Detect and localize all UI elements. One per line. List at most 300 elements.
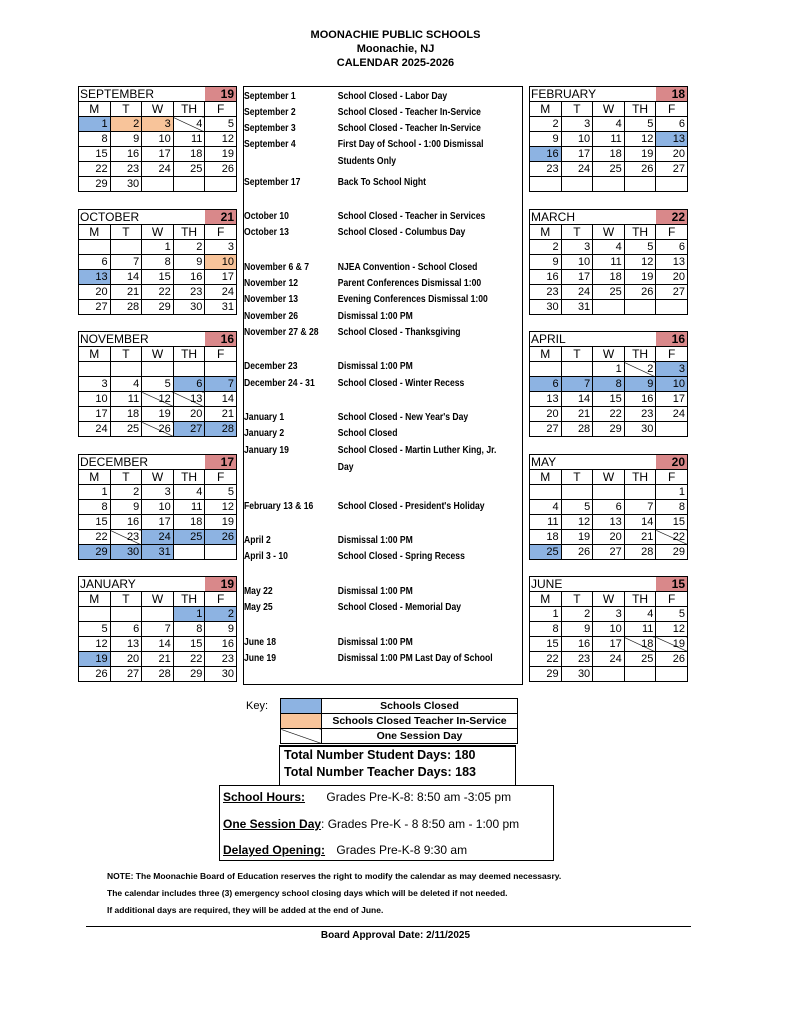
- day-cell: 24: [205, 285, 237, 300]
- day-cell: 5: [79, 622, 111, 637]
- weekday-header: TH: [624, 470, 656, 485]
- day-cell: 2: [530, 240, 562, 255]
- week-row: [530, 177, 688, 192]
- calendar-title: CALENDAR 2025-2026: [336, 57, 455, 69]
- calendar-february: [529, 86, 688, 192]
- legend-label-onesession: One Session Day: [322, 729, 518, 744]
- weekday-header: W: [593, 592, 625, 607]
- day-cell: 9: [530, 255, 562, 270]
- day-cell: 15: [530, 637, 562, 652]
- event-text: School Closed - Columbus Day: [337, 227, 466, 238]
- day-cell: 11: [593, 255, 625, 270]
- week-row: [79, 162, 237, 177]
- day-cell: 6: [656, 117, 688, 132]
- day-cell: 18: [530, 530, 562, 545]
- month-name: APRIL: [530, 332, 656, 347]
- day-cell: 6: [79, 255, 111, 270]
- day-cell: 16: [110, 515, 142, 530]
- total-student-days: Total Number Student Days: 180: [284, 748, 476, 762]
- day-cell: [205, 545, 237, 560]
- event-date: November 6 & 7: [244, 262, 310, 273]
- day-cell: 12: [142, 392, 174, 407]
- day-cell: 20: [656, 270, 688, 285]
- day-cell: 4: [593, 240, 625, 255]
- day-cell: 23: [110, 530, 142, 545]
- day-cell: [593, 300, 625, 315]
- day-cell: 23: [561, 652, 593, 667]
- weekday-header: T: [561, 592, 593, 607]
- calendar-may: [529, 454, 688, 560]
- day-cell: 16: [110, 147, 142, 162]
- day-cell: 20: [110, 652, 142, 667]
- day-cell: 29: [656, 545, 688, 560]
- day-cell: 10: [205, 255, 237, 270]
- month-school-days: 19: [205, 87, 237, 102]
- legend-swatch-closed: [281, 699, 322, 714]
- day-cell: [593, 485, 625, 500]
- week-row: [530, 377, 688, 392]
- day-cell: [656, 177, 688, 192]
- day-cell: 19: [656, 637, 688, 652]
- day-cell: [110, 240, 142, 255]
- day-cell: 27: [593, 545, 625, 560]
- day-cell: 29: [173, 667, 205, 682]
- day-cell: 7: [561, 377, 593, 392]
- day-cell: 10: [561, 132, 593, 147]
- events-panel: [243, 86, 523, 685]
- note-line-1: NOTE: The Moonachie Board of Education reserves the right to modify the calendar as may deemed necessasry.: [107, 871, 562, 881]
- day-cell: 12: [561, 515, 593, 530]
- event-text: Evening Conferences Dismissal 1:00: [337, 294, 488, 305]
- day-cell: [656, 667, 688, 682]
- day-cell: 12: [205, 500, 237, 515]
- day-cell: 7: [110, 255, 142, 270]
- day-cell: 3: [142, 117, 174, 132]
- day-cell: 3: [205, 240, 237, 255]
- day-cell: [173, 362, 205, 377]
- event-text: Dismissal 1:00 PM: [337, 637, 413, 648]
- day-cell: 4: [624, 607, 656, 622]
- day-cell: 29: [79, 545, 111, 560]
- weekday-header: T: [110, 347, 142, 362]
- weekday-header: F: [656, 592, 688, 607]
- day-cell: 9: [205, 622, 237, 637]
- event-text: Students Only: [337, 156, 397, 167]
- event-text: Day: [337, 462, 354, 473]
- week-row: [530, 147, 688, 162]
- totals-box: [279, 745, 516, 786]
- week-row: [530, 607, 688, 622]
- day-cell: 20: [656, 147, 688, 162]
- day-cell: 25: [593, 162, 625, 177]
- weekday-header: W: [142, 102, 174, 117]
- day-cell: 17: [561, 147, 593, 162]
- week-row: [79, 515, 237, 530]
- day-cell: 23: [173, 285, 205, 300]
- day-cell: 17: [142, 515, 174, 530]
- weekday-header: W: [142, 592, 174, 607]
- weekday-header: T: [110, 592, 142, 607]
- one-session-value: : Grades Pre-K - 8 8:50 am - 1:00 pm: [321, 817, 520, 831]
- legend-label-closed: Schools Closed: [322, 699, 518, 714]
- month-name: NOVEMBER: [79, 332, 205, 347]
- weekday-header: T: [110, 225, 142, 240]
- day-cell: [79, 240, 111, 255]
- legend-label-inservice: Schools Closed Teacher In-Service: [322, 714, 518, 729]
- event-date: November 26: [244, 311, 299, 322]
- day-cell: 13: [656, 132, 688, 147]
- day-cell: 14: [142, 637, 174, 652]
- event-text: School Closed - Winter Recess: [337, 378, 465, 389]
- weekday-header: M: [530, 470, 562, 485]
- day-cell: 1: [142, 240, 174, 255]
- school-location: Moonachie, NJ: [356, 43, 435, 55]
- event-text: School Closed - Spring Recess: [337, 551, 465, 562]
- weekday-header: TH: [173, 592, 205, 607]
- weekday-header: T: [110, 470, 142, 485]
- day-cell: 1: [593, 362, 625, 377]
- week-row: [79, 377, 237, 392]
- legend-swatch-inservice: [281, 714, 322, 729]
- event-date: February 13 & 16: [244, 501, 314, 512]
- month-school-days: 16: [205, 332, 237, 347]
- weekday-header: F: [656, 347, 688, 362]
- weekday-header: M: [79, 225, 111, 240]
- week-row: [530, 545, 688, 560]
- day-cell: [624, 485, 656, 500]
- day-cell: 2: [173, 240, 205, 255]
- day-cell: 24: [79, 422, 111, 437]
- day-cell: 13: [110, 637, 142, 652]
- day-cell: 3: [142, 485, 174, 500]
- day-cell: 7: [624, 500, 656, 515]
- day-cell: 30: [110, 545, 142, 560]
- day-cell: [561, 485, 593, 500]
- day-cell: 8: [173, 622, 205, 637]
- event-text: Dismissal 1:00 PM: [337, 361, 413, 372]
- event-text: Dismissal 1:00 PM: [337, 535, 413, 546]
- month-school-days: 20: [656, 455, 688, 470]
- day-cell: 15: [79, 515, 111, 530]
- event-text: School Closed - President's Holiday: [337, 501, 485, 512]
- month-school-days: 19: [205, 577, 237, 592]
- week-row: [530, 500, 688, 515]
- day-cell: 9: [173, 255, 205, 270]
- day-cell: 20: [530, 407, 562, 422]
- weekday-header: T: [110, 102, 142, 117]
- day-cell: 4: [173, 117, 205, 132]
- day-cell: 9: [530, 132, 562, 147]
- event-text: School Closed - Labor Day: [337, 91, 448, 102]
- day-cell: 20: [79, 285, 111, 300]
- day-cell: 10: [142, 500, 174, 515]
- day-cell: 23: [205, 652, 237, 667]
- weekday-header: F: [656, 470, 688, 485]
- day-cell: 2: [624, 362, 656, 377]
- day-cell: 22: [79, 162, 111, 177]
- day-cell: 10: [561, 255, 593, 270]
- weekday-header: F: [205, 347, 237, 362]
- day-cell: 14: [561, 392, 593, 407]
- week-row: [79, 147, 237, 162]
- day-cell: 22: [530, 652, 562, 667]
- day-cell: 26: [656, 652, 688, 667]
- day-cell: 4: [530, 500, 562, 515]
- weekday-header: W: [593, 470, 625, 485]
- day-cell: 17: [593, 637, 625, 652]
- weekday-header: TH: [173, 347, 205, 362]
- legend: [280, 698, 518, 744]
- event-date: November 27 & 28: [244, 327, 319, 338]
- weekday-header: TH: [173, 102, 205, 117]
- day-cell: 15: [79, 147, 111, 162]
- week-row: [530, 255, 688, 270]
- day-cell: 29: [593, 422, 625, 437]
- week-row: [79, 177, 237, 192]
- day-cell: 15: [173, 637, 205, 652]
- day-cell: 6: [530, 377, 562, 392]
- event-date: November 13: [244, 294, 299, 305]
- month-school-days: 16: [656, 332, 688, 347]
- week-row: [530, 162, 688, 177]
- week-row: [530, 240, 688, 255]
- day-cell: [530, 362, 562, 377]
- week-row: [530, 667, 688, 682]
- event-date: September 17: [244, 177, 301, 188]
- day-cell: 12: [656, 622, 688, 637]
- day-cell: [624, 177, 656, 192]
- weekday-header: W: [142, 347, 174, 362]
- weekday-header: F: [205, 592, 237, 607]
- week-row: [79, 407, 237, 422]
- day-cell: 14: [110, 270, 142, 285]
- day-cell: 6: [173, 377, 205, 392]
- event-date: September 3: [244, 123, 296, 134]
- day-cell: 1: [173, 607, 205, 622]
- event-date: September 4: [244, 139, 296, 150]
- day-cell: 23: [110, 162, 142, 177]
- day-cell: 25: [593, 285, 625, 300]
- calendar-december: [78, 454, 237, 560]
- day-cell: 28: [205, 422, 237, 437]
- month-school-days: 18: [656, 87, 688, 102]
- weekday-header: F: [205, 470, 237, 485]
- week-row: [79, 392, 237, 407]
- day-cell: 21: [205, 407, 237, 422]
- day-cell: 12: [79, 637, 111, 652]
- week-row: [530, 652, 688, 667]
- weekday-header: T: [561, 102, 593, 117]
- day-cell: [624, 667, 656, 682]
- day-cell: 17: [561, 270, 593, 285]
- day-cell: 9: [561, 622, 593, 637]
- day-cell: [593, 177, 625, 192]
- event-date: June 19: [244, 653, 277, 664]
- day-cell: [530, 485, 562, 500]
- day-cell: [530, 177, 562, 192]
- day-cell: 1: [530, 607, 562, 622]
- weekday-header: T: [561, 470, 593, 485]
- calendar-june: [529, 576, 688, 682]
- day-cell: 8: [593, 377, 625, 392]
- day-cell: 8: [79, 132, 111, 147]
- day-cell: 11: [173, 500, 205, 515]
- day-cell: 22: [656, 530, 688, 545]
- event-date: December 24 - 31: [244, 378, 315, 389]
- event-text: Dismissal 1:00 PM Last Day of School: [337, 653, 493, 664]
- day-cell: 19: [205, 147, 237, 162]
- day-cell: 5: [624, 117, 656, 132]
- note-line-2: The calendar includes three (3) emergency school closing days which will be deleted if not needed.: [107, 888, 508, 898]
- day-cell: 15: [142, 270, 174, 285]
- day-cell: 31: [142, 545, 174, 560]
- event-text: First Day of School - 1:00 Dismissal: [337, 139, 484, 150]
- week-row: [530, 637, 688, 652]
- day-cell: 29: [142, 300, 174, 315]
- day-cell: 26: [142, 422, 174, 437]
- day-cell: 11: [173, 132, 205, 147]
- day-cell: 19: [142, 407, 174, 422]
- day-cell: 6: [110, 622, 142, 637]
- day-cell: 19: [624, 270, 656, 285]
- weekday-header: W: [593, 102, 625, 117]
- week-row: [530, 270, 688, 285]
- day-cell: 18: [173, 515, 205, 530]
- week-row: [79, 422, 237, 437]
- day-cell: 23: [530, 162, 562, 177]
- day-cell: 27: [656, 162, 688, 177]
- day-cell: 30: [173, 300, 205, 315]
- day-cell: 10: [656, 377, 688, 392]
- event-date: September 1: [244, 91, 296, 102]
- day-cell: 16: [205, 637, 237, 652]
- day-cell: 12: [205, 132, 237, 147]
- weekday-header: F: [205, 225, 237, 240]
- day-cell: 19: [624, 147, 656, 162]
- day-cell: 27: [173, 422, 205, 437]
- week-row: [530, 515, 688, 530]
- day-cell: 22: [142, 285, 174, 300]
- day-cell: 18: [624, 637, 656, 652]
- weekday-header: TH: [173, 225, 205, 240]
- day-cell: [656, 422, 688, 437]
- day-cell: [561, 362, 593, 377]
- event-text: School Closed - Martin Luther King, Jr.: [337, 445, 497, 456]
- event-date: November 12: [244, 278, 299, 289]
- day-cell: 26: [561, 545, 593, 560]
- day-cell: 25: [173, 162, 205, 177]
- day-cell: 25: [110, 422, 142, 437]
- month-school-days: 17: [205, 455, 237, 470]
- weekday-header: M: [530, 347, 562, 362]
- day-cell: 5: [205, 485, 237, 500]
- day-cell: 8: [79, 500, 111, 515]
- day-cell: 27: [79, 300, 111, 315]
- delayed-opening-label: Delayed Opening:: [223, 843, 326, 857]
- event-text: School Closed - Thanksgiving: [337, 327, 461, 338]
- day-cell: 1: [79, 117, 111, 132]
- day-cell: 17: [142, 147, 174, 162]
- day-cell: 18: [110, 407, 142, 422]
- day-cell: 3: [79, 377, 111, 392]
- day-cell: 2: [561, 607, 593, 622]
- day-cell: 9: [110, 132, 142, 147]
- day-cell: 16: [530, 270, 562, 285]
- day-cell: [205, 362, 237, 377]
- event-date: May 25: [244, 602, 273, 613]
- day-cell: 20: [173, 407, 205, 422]
- day-cell: 7: [142, 622, 174, 637]
- week-row: [79, 362, 237, 377]
- school-hours-value: Grades Pre-K-8: 8:50 am -3:05 pm: [326, 790, 512, 804]
- day-cell: 30: [624, 422, 656, 437]
- day-cell: 10: [142, 132, 174, 147]
- event-text: Dismissal 1:00 PM: [337, 586, 413, 597]
- weekday-header: TH: [624, 102, 656, 117]
- weekday-header: F: [656, 102, 688, 117]
- day-cell: 11: [624, 622, 656, 637]
- day-cell: 3: [593, 607, 625, 622]
- day-cell: 6: [656, 240, 688, 255]
- week-row: [530, 392, 688, 407]
- day-cell: 8: [142, 255, 174, 270]
- day-cell: 16: [624, 392, 656, 407]
- day-cell: 17: [656, 392, 688, 407]
- day-cell: 27: [530, 422, 562, 437]
- month-name: JUNE: [530, 577, 656, 592]
- week-row: [79, 622, 237, 637]
- event-date: January 2: [244, 428, 285, 439]
- day-cell: [593, 667, 625, 682]
- weekday-header: T: [561, 225, 593, 240]
- event-date: October 10: [244, 211, 289, 222]
- day-cell: 24: [656, 407, 688, 422]
- day-cell: 6: [593, 500, 625, 515]
- day-cell: 12: [624, 255, 656, 270]
- day-cell: 17: [79, 407, 111, 422]
- day-cell: 13: [173, 392, 205, 407]
- event-date: April 2: [244, 535, 271, 546]
- day-cell: 26: [205, 162, 237, 177]
- day-cell: [624, 300, 656, 315]
- event-date: January 1: [244, 412, 285, 423]
- day-cell: 11: [530, 515, 562, 530]
- month-school-days: 21: [205, 210, 237, 225]
- week-row: [79, 652, 237, 667]
- school-name: MOONACHIE PUBLIC SCHOOLS: [310, 29, 481, 41]
- week-row: [79, 255, 237, 270]
- week-row: [530, 422, 688, 437]
- day-cell: 16: [561, 637, 593, 652]
- day-cell: 3: [656, 362, 688, 377]
- week-row: [79, 667, 237, 682]
- month-name: DECEMBER: [79, 455, 205, 470]
- weekday-header: TH: [173, 470, 205, 485]
- day-cell: 30: [110, 177, 142, 192]
- day-cell: 3: [561, 117, 593, 132]
- day-cell: 18: [173, 147, 205, 162]
- day-cell: 21: [624, 530, 656, 545]
- weekday-header: M: [530, 592, 562, 607]
- calendar-april: [529, 331, 688, 437]
- day-cell: 2: [530, 117, 562, 132]
- day-cell: 22: [173, 652, 205, 667]
- event-date: December 23: [244, 361, 298, 372]
- day-cell: [142, 607, 174, 622]
- week-row: [79, 132, 237, 147]
- day-cell: 19: [79, 652, 111, 667]
- week-row: [79, 285, 237, 300]
